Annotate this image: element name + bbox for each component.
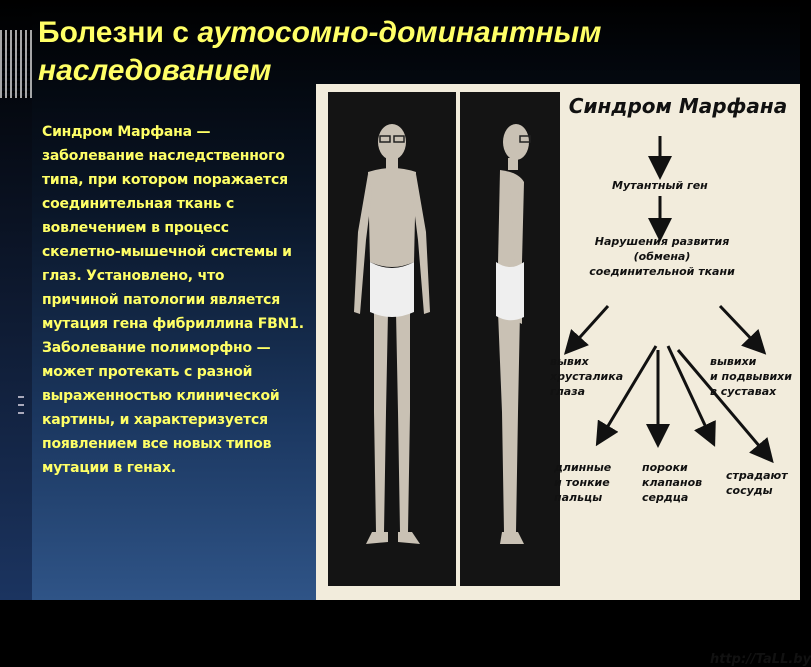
marfan-diagram [550,84,800,600]
illustration-panel [316,84,811,667]
photo-divider [456,92,460,586]
node-lens-dislocation: вывих хрусталика глаза [550,355,624,398]
node-vessels: страдают сосуды [726,469,788,497]
patient-side-view [462,112,562,578]
title-part-3: наследованием [38,54,272,87]
patient-photo [328,92,560,586]
slide-title [38,14,738,90]
source-url: http://TaLL.by [710,652,811,667]
title-part-1: Болезни с [38,16,198,49]
node-tissue-disorder: Нарушения развития (обмена) соединительной ткани [589,235,735,278]
node-long-fingers: длинные и тонкие пальцы [554,461,612,504]
decor-dashes [18,396,24,420]
title-part-2: аутосомно-доминантным [197,16,602,49]
node-joint-dislocation: вывихи и подвывихи в суставах [710,355,792,398]
left-decor-strip [0,0,32,600]
description-text: Синдром Марфана — заболевание наследственного типа, при котором поражается соединительная ткань с вовлечением в процесс скелетно-мышечной системы и глаз. Установлено, что причиной патологии является мутация гена фибриллина FBN1. Заболевание полиморфно — может протекать с разной выраженностью клинической картины, и характеризуется появлением все новых типов мутации в генах. [42,124,304,476]
decor-grid-pattern [0,30,34,98]
patient-front-view [342,112,442,578]
node-heart-valves: пороки клапанов сердца [642,461,703,504]
diagram-title: Синдром Марфана [568,94,788,118]
diagram-arrows [560,84,800,600]
node-mutant-gene: Мутантный ген [612,179,708,192]
